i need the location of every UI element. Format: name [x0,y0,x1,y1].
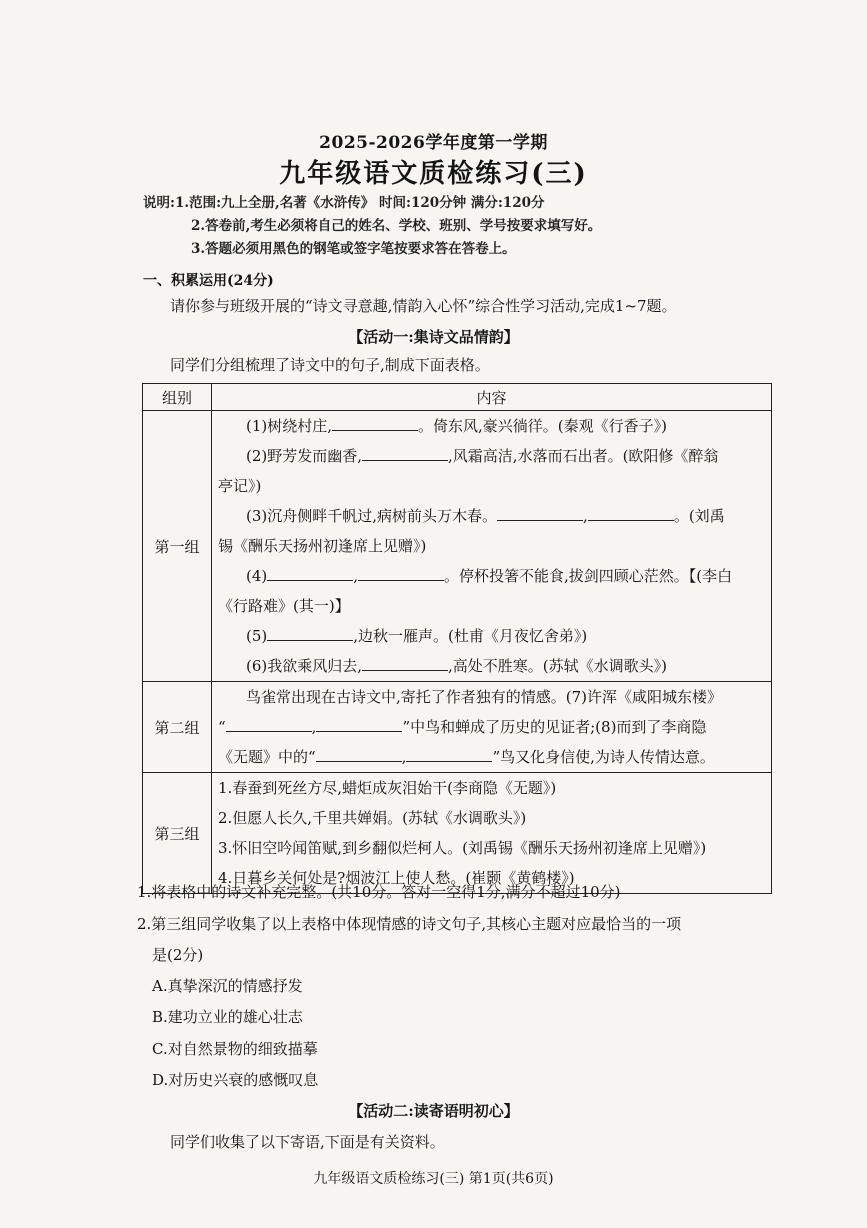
table-line: (4) , 。停杯投箸不能食,拔剑四顾心茫然。【(李白 [246,567,733,585]
table-line: 《行路难》(其一)】 [218,597,350,615]
table-line: 1.春蚕到死丝方尽,蜡炬成灰泪始干(李商隐《无题》) [218,779,557,797]
table-line: (5) ,边秋一雁声。(杜甫《月夜忆舍弟》) [246,627,588,645]
table-line: 亭记》) [218,477,262,495]
table-header-content: 内容 [212,384,772,411]
answer-blank[interactable] [226,717,312,732]
option-d[interactable]: D.对历史兴衰的感慨叹息 [152,1071,319,1089]
answer-blank[interactable] [316,747,402,762]
question-1: 1.将表格中的诗文补充完整。(共10分。答对一空得1分,满分不超过10分) [137,883,621,901]
answer-blank[interactable] [588,506,674,521]
activity2-title: 【活动二:读寄语明初心】 [348,1102,519,1120]
answer-blank[interactable] [406,747,492,762]
question-2: 2.第三组同学收集了以上表格中体现情感的诗文句子,其核心主题对应最恰当的一项 [137,915,682,933]
group-content [212,773,772,894]
activity1-title: 【活动一:集诗文品情韵】 [348,328,519,346]
question-2-cont: 是(2分) [152,946,204,964]
table-row [143,411,772,682]
option-a[interactable]: A.真挚深沉的情感抒发 [152,977,303,995]
table-row [143,773,772,894]
table-line: (6)我欲乘风归去, ,高处不胜寒。(苏轼《水调歌头》) [246,657,668,675]
answer-blank[interactable] [362,446,448,461]
activity1-intro: 同学们分组梳理了诗文中的句子,制成下面表格。 [170,356,490,374]
table-line: (3)沉舟侧畔千帆过,病树前头万木春。 , 。(刘禹 [246,507,725,525]
option-b[interactable]: B.建功立业的雄心壮志 [152,1008,303,1026]
section-intro: 请你参与班级开展的“诗文寻意趣,情韵入心怀”综合性学习活动,完成1~7题。 [170,297,677,315]
answer-blank[interactable] [362,656,448,671]
answer-blank[interactable] [497,506,583,521]
section-title: 一、积累运用(24分) [143,273,274,289]
table-line: 鸟雀常出现在古诗文中,寄托了作者独有的情感。(7)许浑《咸阳城东楼》 [246,688,723,706]
poem-table [142,383,772,894]
group-name: 第二组 [143,682,212,773]
table-line: (2)野芳发而幽香, ,风霜高洁,水落而石出者。(欧阳修《醉翁 [246,447,719,465]
group-name: 第三组 [143,773,212,894]
activity2-intro: 同学们收集了以下寄语,下面是有关资料。 [170,1133,445,1151]
instruction-2: 2.答卷前,考生必须将自己的姓名、学校、班别、学号按要求填写好。 [191,218,602,234]
group-name: 第一组 [143,411,212,682]
group-content [212,411,772,682]
instruction-1: 说明:1.范围:九上全册,名著《水浒传》 时间:120分钟 满分:120分 [143,195,545,211]
answer-blank[interactable] [267,626,353,641]
table-line: “ , ”中鸟和蝉成了历史的见证者;(8)而到了李商隐 [218,718,707,736]
page-footer: 九年级语文质检练习(三) 第1页(共6页) [313,1171,554,1187]
instruction-3: 3.答题必须用黑色的钢笔或签字笔按要求答在答卷上。 [191,241,516,257]
answer-blank[interactable] [358,566,444,581]
answer-blank[interactable] [316,717,402,732]
group-content [212,682,772,773]
option-c[interactable]: C.对自然景物的细致描摹 [152,1040,318,1058]
answer-blank[interactable] [267,566,353,581]
table-line: 4.日暮乡关何处是?烟波江上使人愁。(崔颢《黄鹤楼》) [218,869,575,887]
table-line: 3.怀旧空吟闻笛赋,到乡翻似烂柯人。(刘禹锡《酬乐天扬州初逢席上见赠》) [218,839,707,857]
exam-title: 九年级语文质检练习(三) [279,159,588,189]
year-term-heading: 2025-2026学年度第一学期 [319,133,548,153]
table-header-group: 组别 [143,384,212,411]
table-row [143,682,772,773]
table-line: 《无题》中的“ , ”鸟又化身信使,为诗人传情达意。 [218,748,715,766]
table-line: (1)树绕村庄, 。倚东风,豪兴徜徉。(秦观《行香子》) [246,417,668,435]
table-line: 2.但愿人长久,千里共婵娟。(苏轼《水调歌头》) [218,809,527,827]
table-line: 锡《酬乐天扬州初逢席上见赠》) [218,537,427,555]
answer-blank[interactable] [332,416,418,431]
